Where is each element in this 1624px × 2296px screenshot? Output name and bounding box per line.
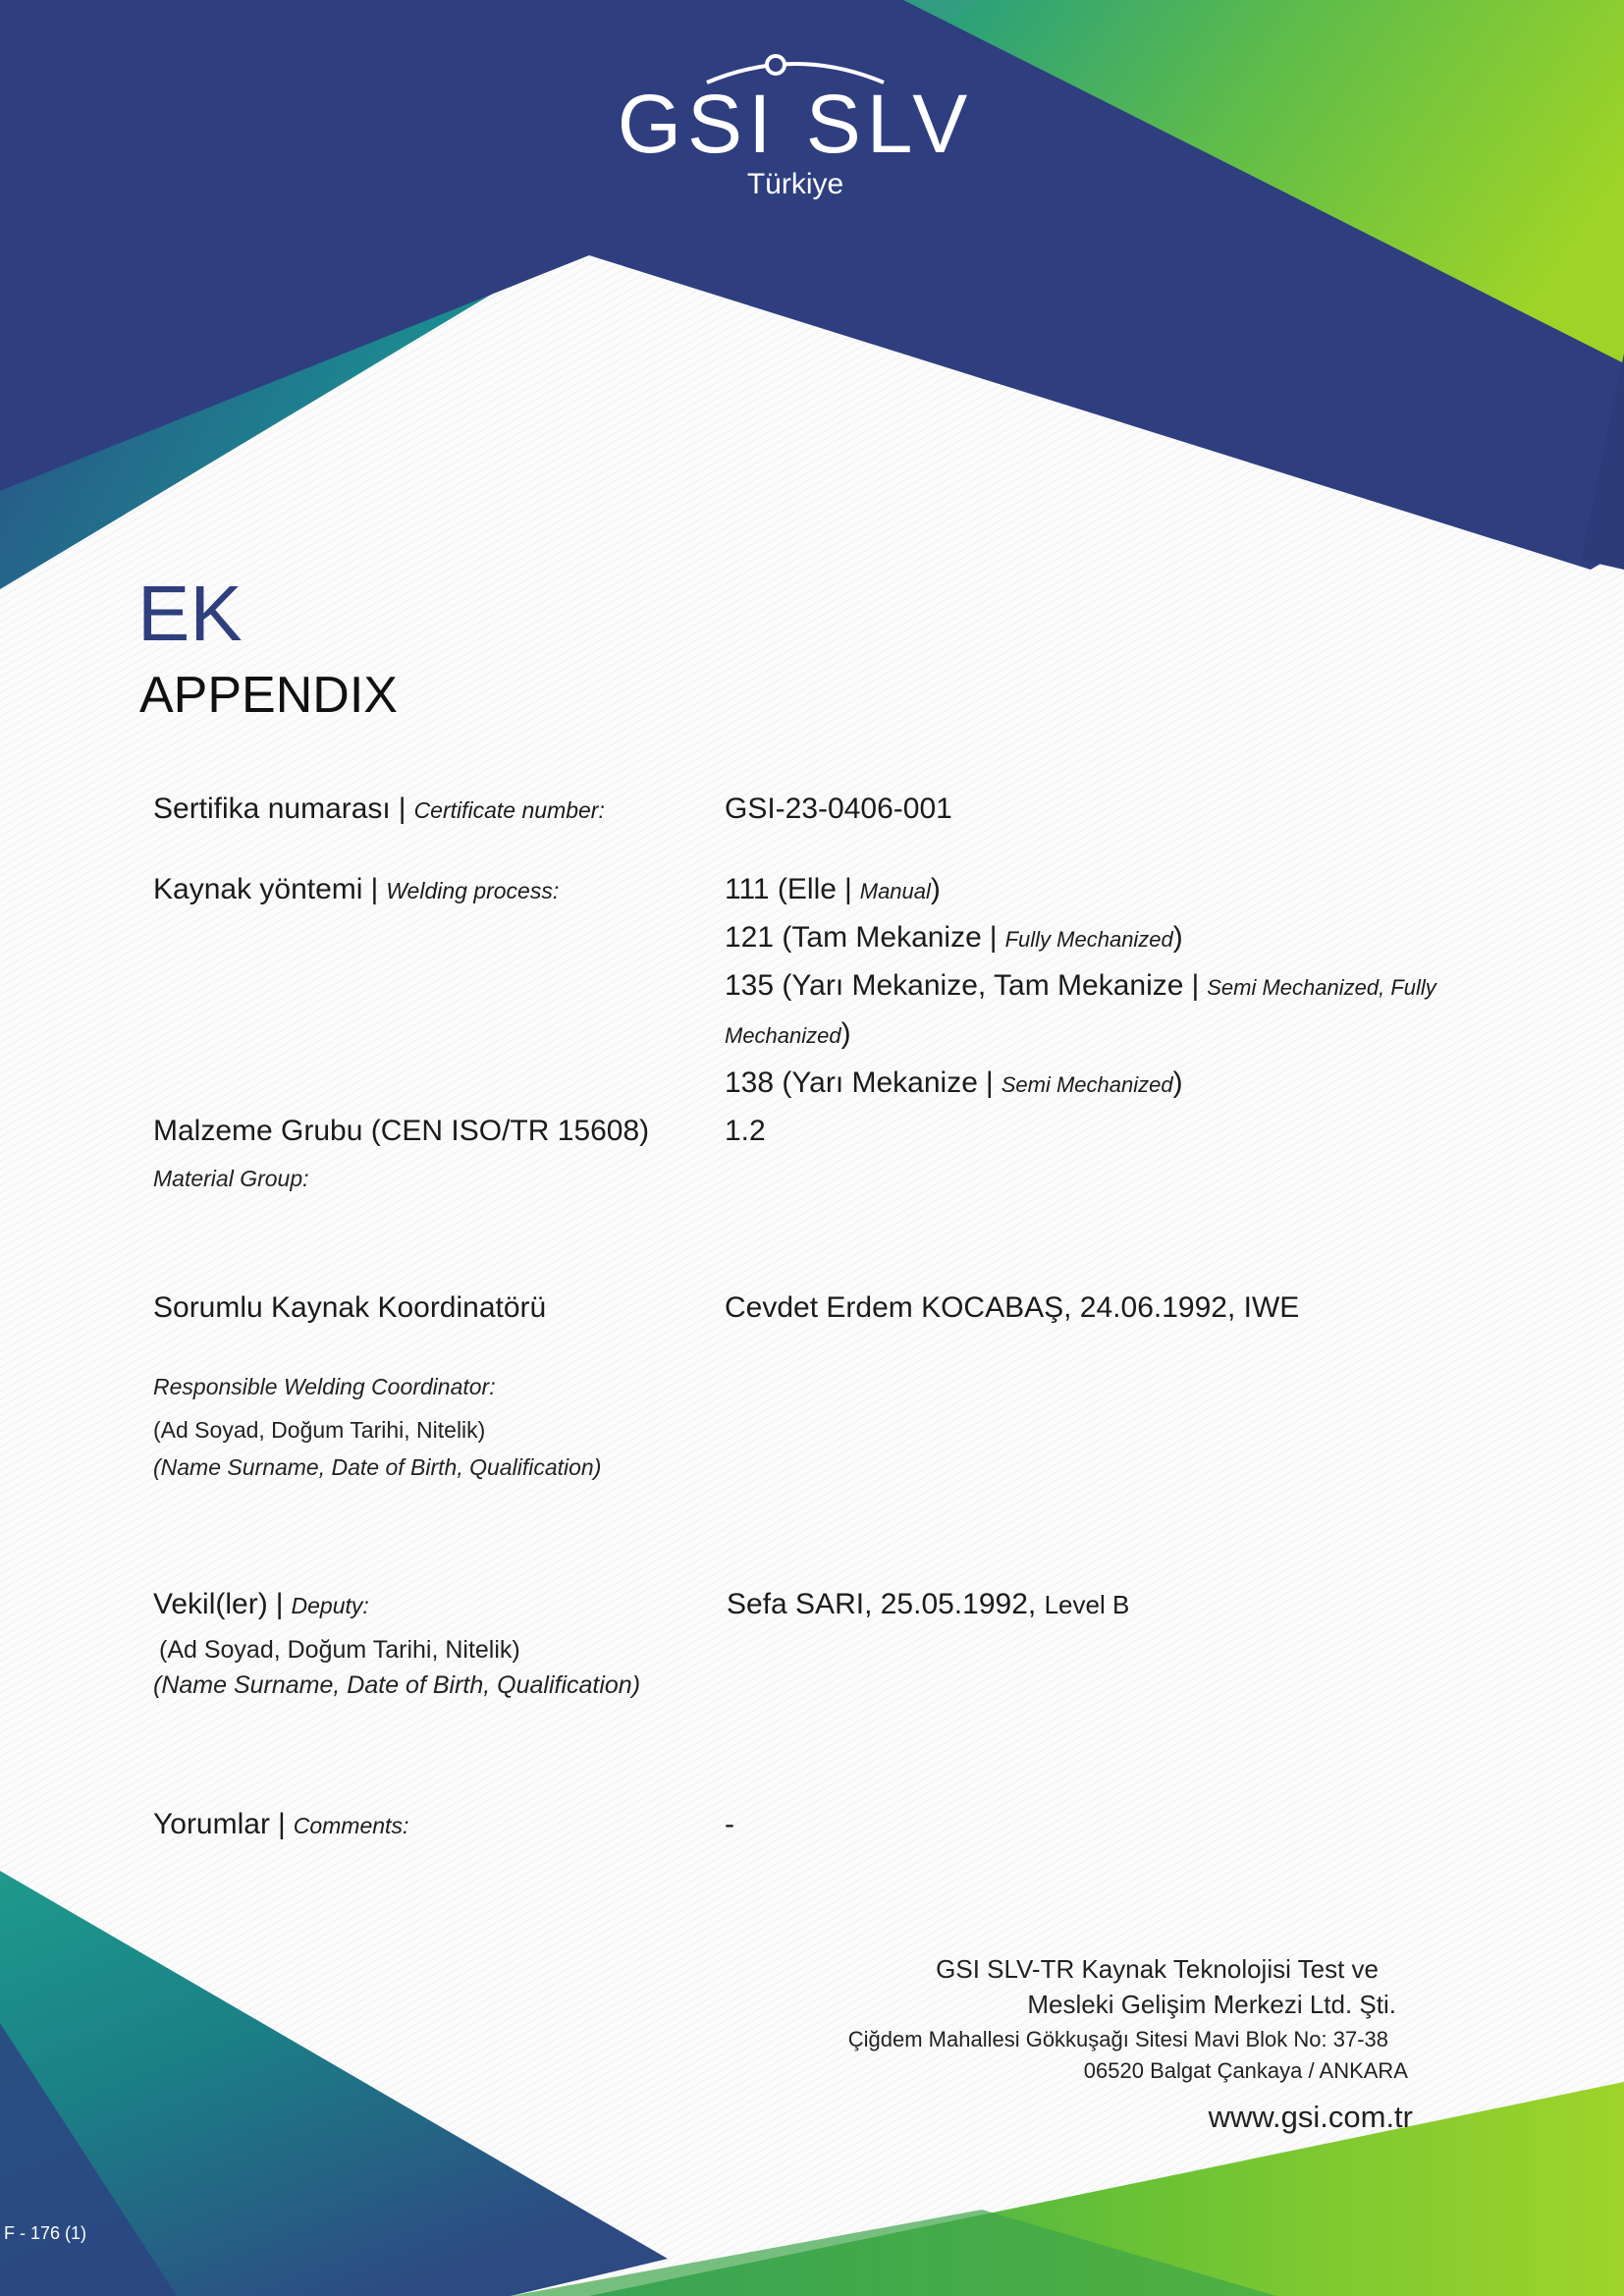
deputy-note-tr: (Ad Soyad, Doğum Tarihi, Nitelik) bbox=[159, 1636, 520, 1664]
deputy-value: Sefa SARI, 25.05.1992, Level B bbox=[727, 1588, 1130, 1620]
form-code: F - 176 (1) bbox=[4, 2223, 87, 2243]
certificate-number-value: GSI-23-0406-001 bbox=[725, 793, 952, 825]
title-appendix: APPENDIX bbox=[139, 667, 398, 724]
gsi-slv-logo bbox=[599, 49, 992, 202]
coordinator-value: Cevdet Erdem KOCABAŞ, 24.06.1992, IWE bbox=[725, 1291, 1300, 1324]
logo-wordmark: GSI SLV bbox=[617, 78, 974, 170]
material-group-label-en: Material Group: bbox=[153, 1166, 309, 1191]
welding-process-item: 138 (Yarı Mekanize | Semi Mechanized) bbox=[725, 1066, 1183, 1099]
coordinator-note-tr: (Ad Soyad, Doğum Tarihi, Nitelik) bbox=[153, 1417, 486, 1443]
address-line-2: Mesleki Gelişim Merkezi Ltd. Şti. bbox=[1027, 1990, 1396, 2019]
deputy-note-en: (Name Surname, Date of Birth, Qualification) bbox=[153, 1671, 641, 1699]
welding-process-item: 135 (Yarı Mekanize, Tam Mekanize | Semi Mechanized, Fully bbox=[725, 969, 1436, 1002]
coordinator-label-en: Responsible Welding Coordinator: bbox=[153, 1374, 496, 1399]
material-group-label: Malzeme Grubu (CEN ISO/TR 15608) bbox=[153, 1115, 650, 1147]
comments-label: Yorumlar | Comments: bbox=[153, 1808, 409, 1840]
website-link[interactable]: www.gsi.com.tr bbox=[1208, 2100, 1413, 2134]
certificate-number-label: Sertifika numarası | Certificate number: bbox=[153, 793, 605, 825]
welding-process-item: 121 (Tam Mekanize | Fully Mechanized) bbox=[725, 921, 1183, 954]
welding-process-item: 111 (Elle | Manual) bbox=[725, 873, 941, 905]
coordinator-label: Sorumlu Kaynak Koordinatörü bbox=[153, 1291, 547, 1324]
title-ek: EK bbox=[137, 570, 243, 657]
address-line-4: 06520 Balgat Çankaya / ANKARA bbox=[1083, 2058, 1408, 2083]
logo-country: Türkiye bbox=[746, 168, 844, 200]
coordinator-note-en: (Name Surname, Date of Birth, Qualification) bbox=[153, 1454, 602, 1480]
deputy-label: Vekil(ler) | Deputy: bbox=[153, 1588, 369, 1620]
address-line-3: Çiğdem Mahallesi Gökkuşağı Sitesi Mavi Blok No: 37-38 bbox=[847, 2027, 1388, 2051]
comments-value: - bbox=[725, 1808, 734, 1840]
address-line-1: GSI SLV-TR Kaynak Teknolojisi Test ve bbox=[936, 1954, 1379, 1984]
material-group-value: 1.2 bbox=[725, 1115, 766, 1147]
welding-process-item-continuation: Mechanized) bbox=[725, 1017, 851, 1050]
welding-process-label: Kaynak yöntemi | Welding process: bbox=[153, 873, 560, 905]
